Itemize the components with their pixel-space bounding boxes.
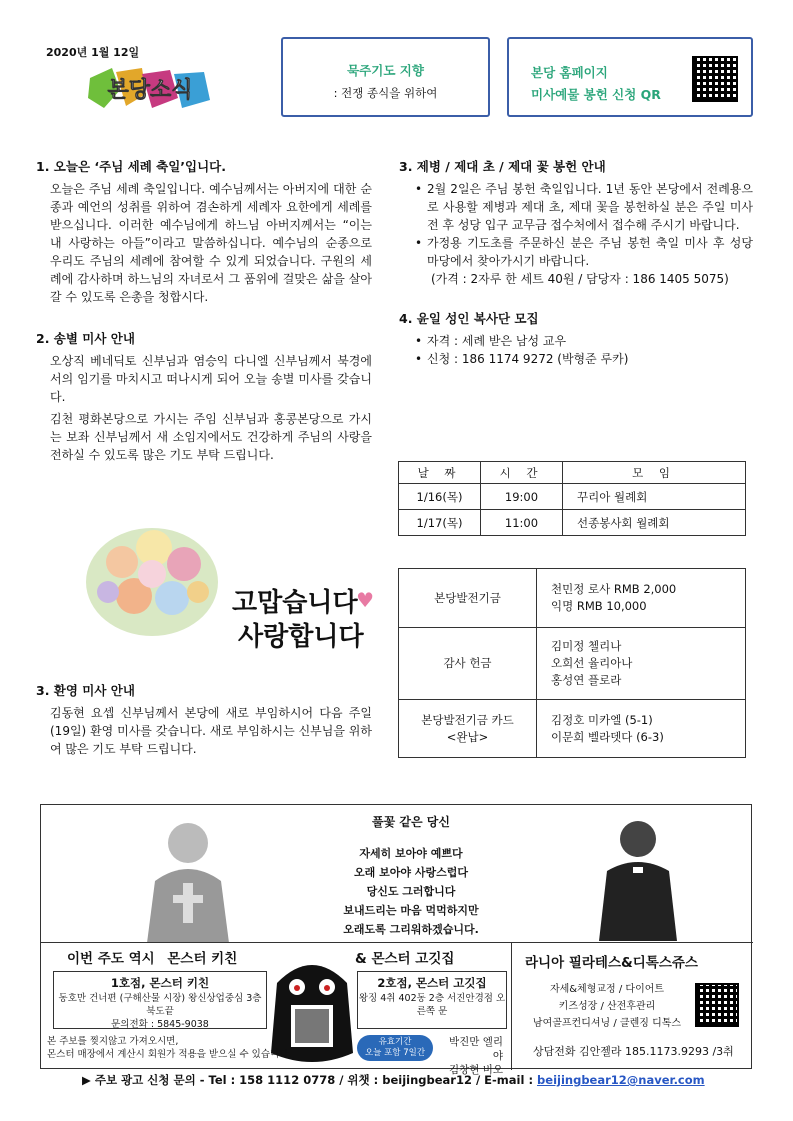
row-date: 1/16(목) xyxy=(399,484,481,510)
donor-name: 김미정 첼리나 xyxy=(551,639,622,653)
poem-title: 풀꽃 같은 당신 xyxy=(372,815,450,829)
meat-box xyxy=(357,971,507,1029)
donor-name: 김정호 미카엘 (5-1) xyxy=(551,712,653,727)
credit-name: 김창현 비오 xyxy=(448,1064,503,1076)
badge-line: 유효기간 xyxy=(378,1037,412,1047)
poem-line: 오래도록 그리워하겠습니다. xyxy=(343,923,479,936)
poem-line: 오래 보아야 사랑스럽다 xyxy=(354,866,468,879)
donation-category: 본당발전기금 xyxy=(399,569,537,628)
section-2-para-2: 김천 평화본당으로 가시는 주임 신부님과 홍콩본당으로 가시는 보좌 신부님께서 새 소임지에서도 건강하게 주님의 사랑을 전하실 수 있도록 많은 기도 부탁 드립니다. xyxy=(50,412,372,462)
footer-email-link[interactable]: beijingbear12@naver.com xyxy=(537,1073,705,1087)
footer-label: ▶ 주보 광고 신청 문의 - Tel : 158 1112 0778 / 위챗 : beijingbear12 / E-mail : xyxy=(82,1073,538,1087)
section-1-body: 오늘은 주님 세례 축일입니다. 예수님께서는 아버지에 대한 순종과 예언의 성취를 위하여 겸손하게 세례자 요한에게 세례를 받으십니다. 이러한 예수님에게 하느님 아버지께서는 “이는 내 사랑하는 아들”이라고 말씀하십니다. 예수님의 순종으로 우리도 주님의 세례에 참여할 수 있게 되었습니다. 구원의 세례에 감사하며 하느님의 자녀로서 그 품위에 걸맞은 삶을 살아갈 수 있도록 은총을 청합시다. xyxy=(50,182,372,304)
credit-name: 박진만 엘리야 xyxy=(448,1036,503,1062)
donation-names xyxy=(537,700,746,758)
table-row xyxy=(399,510,746,536)
header-date: 날 짜 xyxy=(399,462,481,484)
donor-name: 오희선 율리아나 xyxy=(551,656,633,670)
header-meeting: 모 임 xyxy=(563,462,746,484)
footer-contact xyxy=(82,1072,705,1088)
homepage-line: 본당 홈페이지 xyxy=(531,65,608,80)
priest-photo-right xyxy=(593,813,683,941)
poem-line: 보내드리는 마음 먹먹하지만 xyxy=(343,904,479,917)
advertisement-box xyxy=(40,804,752,1076)
donation-table xyxy=(398,568,746,758)
monster-title-c: & 몬스터 고깃집 xyxy=(355,951,455,967)
flower-bouquet-image xyxy=(82,512,222,642)
kitchen-box xyxy=(53,971,267,1029)
row-meeting: 선종봉사회 월례회 xyxy=(563,510,746,536)
table-header-row xyxy=(399,462,746,484)
thanks-line-2: 사랑합니다 xyxy=(238,622,364,652)
service-item: 자세&체형교정 / 다이어트 xyxy=(549,984,665,995)
card-fund-label: 본당발전기금 카드 xyxy=(421,712,514,727)
card-fund-status: <완납> xyxy=(446,729,489,744)
section-1-heading: 1. 오늘은 ‘주님 세례 축일’입니다. xyxy=(36,159,226,174)
thanks-calligraphy xyxy=(232,586,378,672)
qr-code-icon[interactable] xyxy=(692,56,738,102)
donor-name: 익명 RMB 10,000 xyxy=(551,599,647,613)
altar-server-apply: • 신청 : 186 1174 9272 (박형준 루카) xyxy=(415,350,753,368)
bulletin-logo xyxy=(86,64,216,118)
table-row xyxy=(399,700,746,758)
left-column xyxy=(36,158,372,464)
poem-line: 당신도 그러합니다 xyxy=(366,885,456,898)
logo-text: 본당소식 xyxy=(107,78,193,103)
priest-photo-left xyxy=(135,813,241,943)
donor-name: 이문희 벨라뎃다 (6-3) xyxy=(551,729,664,744)
table-row xyxy=(399,569,746,628)
service-item: 남여골프컨디셔닝 / 클렌징 디톡스 xyxy=(532,1018,682,1029)
offering-price-note: (가격 : 2자루 한 세트 40원 / 담당자 : 186 1405 5075) xyxy=(431,272,729,286)
offering-heading: 3. 제병 / 제대 초 / 제대 꽃 봉헌 안내 xyxy=(399,159,606,174)
meeting-schedule-table xyxy=(398,461,746,536)
bulletin-date: 2020년 1월 12일 xyxy=(46,46,140,59)
notice-line: 본 주보를 찢지않고 가져오시면, xyxy=(47,1036,179,1047)
donation-names xyxy=(537,569,746,628)
table-row xyxy=(399,628,746,700)
notice-line: 몬스터 매장에서 계산시 회원가 적용을 받으실 수 있습니다. xyxy=(47,1049,292,1060)
monster-title-b: 몬스터 키친 xyxy=(167,951,238,967)
donor-name: 홍성연 플로라 xyxy=(551,673,622,687)
rosary-title: 묵주기도 지향 xyxy=(347,63,424,78)
mass-offering-line: 미사예물 봉헌 신청 QR xyxy=(531,87,661,102)
credits xyxy=(439,1035,503,1077)
donation-category xyxy=(399,700,537,758)
meat-name: 2호점, 몬스터 고깃집 xyxy=(377,976,487,990)
monster-title-a: 이번 주도 역시 xyxy=(67,951,155,967)
kitchen-name: 1호점, 몬스터 키친 xyxy=(110,976,210,990)
meat-address: 왕징 4취 402동 2층 서진안경점 오른쪽 문 xyxy=(358,993,506,1017)
table-row xyxy=(399,484,746,510)
poem-block xyxy=(291,813,531,939)
altar-server-qualification: • 자격 : 세례 받은 남성 교우 xyxy=(415,332,753,350)
homepage-qr-box xyxy=(507,37,753,117)
row-time: 19:00 xyxy=(481,484,563,510)
rosary-intention-box xyxy=(281,37,490,117)
donation-category: 감사 헌금 xyxy=(399,628,537,700)
row-meeting: 꾸리아 월례회 xyxy=(563,484,746,510)
thanks-line-1: 고맙습니다 xyxy=(232,588,358,618)
section-2-para-1: 오상직 베네딕토 신부님과 염승익 다니엘 신부님께서 북경에서의 임기를 마치시고 떠나시게 되어 오늘 송별 미사를 갖습니다. xyxy=(50,354,372,404)
pilates-title: 라니아 필라테스&디톡스쥬스 xyxy=(525,955,698,971)
right-column xyxy=(399,158,753,368)
section-3-body: 김동현 요셉 신부님께서 본당에 새로 부임하시어 다음 주일(19일) 환영 미사를 갖습니다. 새로 부임하시는 신부님을 위하여 많은 기도 부탁 드립니다. xyxy=(50,706,372,756)
validity-badge xyxy=(357,1035,433,1061)
rosary-subtitle: : 전쟁 종식을 위하여 xyxy=(333,86,438,100)
pilates-qr-icon[interactable] xyxy=(695,983,739,1027)
row-date: 1/17(목) xyxy=(399,510,481,536)
donor-name: 천민정 로사 RMB 2,000 xyxy=(551,582,677,596)
badge-line: 오늘 포함 7일간 xyxy=(364,1048,426,1058)
offering-bullet-2: • 가정용 기도초를 주문하신 분은 주님 봉헌 축일 미사 후 성당 마당에서 찾아가시기 바랍니다. xyxy=(427,236,753,268)
altar-server-heading: 4. 윤일 성인 복사단 모집 xyxy=(399,311,539,326)
poem-line: 자세히 보아야 예쁘다 xyxy=(359,847,463,860)
kitchen-address: 동호만 건너편 (구해산물 시장) 왕신상업중심 3층 북도끝 xyxy=(58,993,262,1017)
service-item: 키즈성장 / 산전후관리 xyxy=(558,1001,656,1012)
section-3-heading: 3. 환영 미사 안내 xyxy=(36,683,135,698)
section-3-left xyxy=(36,682,372,758)
offering-bullet-1: • 2월 2일은 주님 봉헌 축일입니다. 1년 동안 본당에서 전례용으로 사용할 제병과 제대 초, 제대 꽃을 봉헌하실 분은 주일 미사 전 후 성당 입구 교무금 접수처에서 접수해 주시기 바랍니다. xyxy=(427,182,753,232)
pilates-contact: 상담전화 김안젤라 185.1173.9293 /3취 xyxy=(533,1045,734,1058)
donation-names xyxy=(537,628,746,700)
kitchen-phone: 문의전화 : 5845-9038 xyxy=(111,1019,209,1030)
section-2-heading: 2. 송별 미사 안내 xyxy=(36,331,135,346)
monster-title xyxy=(67,947,237,967)
monster-notice xyxy=(47,1035,291,1061)
row-time: 11:00 xyxy=(481,510,563,536)
pilates-services xyxy=(527,981,687,1032)
heart-icon: ♥ xyxy=(356,588,374,612)
header-time: 시 간 xyxy=(481,462,563,484)
